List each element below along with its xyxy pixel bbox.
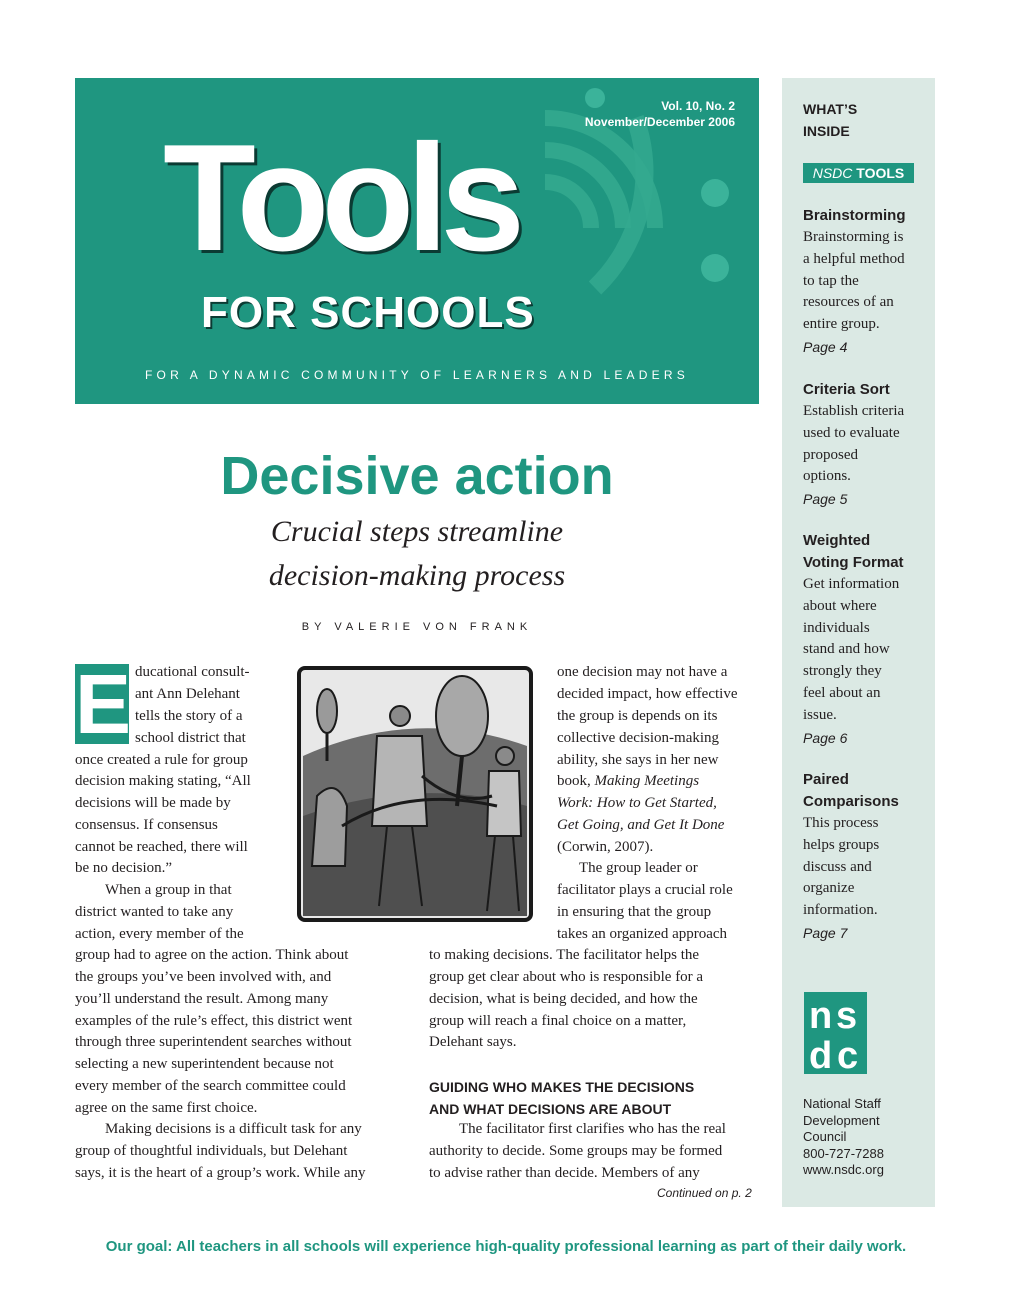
sidebar-item-desc: Establish criteria [803,403,905,419]
org-line: National Staff [803,1096,881,1111]
sidebar-item-desc: information. [803,902,878,919]
article-text-line: once created a rule for group [75,752,248,768]
sidebar-item-desc: to tap the [803,272,859,289]
article-text-line: you’ll understand the result. Among many [75,991,329,1007]
sidebar-item-title: Comparisons [803,793,899,810]
article-text-line: school district that [135,730,246,746]
article-text-line: one decision may not have a [557,664,728,680]
article-text-line: group had to agree on the action. Think about [75,947,349,963]
article-text-line: group will reach a final choice on a matter, [429,1013,687,1029]
badge-bold-text: TOOLS [856,165,905,181]
badge-italic-text: NSDC [812,165,853,181]
sidebar-item-title: Voting Format [803,554,904,571]
article-text-line: to advise rather than decide. Members of any [429,1165,700,1181]
article-text-line: takes an organized approach [557,926,728,942]
org-phone: 800-727-7288 [803,1145,884,1161]
sidebar-item-desc: about where [803,597,877,614]
sidebar-item-desc: resources of an [803,294,894,311]
article-text-line: cannot be reached, there will [75,839,248,855]
sidebar-item-weighted-voting[interactable] [803,530,929,749]
sidebar-item-criteria-sort[interactable] [803,379,929,510]
issue-info [585,98,735,130]
sidebar-item-desc: strongly they [803,663,882,680]
nsdc-tools-badge [803,163,914,183]
article-text-line: Delehant says. [429,1034,517,1050]
article-text-line: selecting a new superintendent because not [75,1056,334,1072]
sidebar-heading-line: WHAT’S [803,101,858,117]
article-text-line: When a group in that [105,882,232,898]
volume-number: Vol. 10, No. 2 [661,99,735,113]
article-text-line: through three superintendent searches without [75,1034,352,1050]
sidebar-item-desc: discuss and [803,858,872,875]
sidebar-item-desc: issue. [803,706,837,723]
organization-info [803,1096,884,1179]
sidebar-item-desc: used to evaluate [803,424,900,441]
sidebar-item-desc: feel about an [803,684,881,701]
logo-letter-c: c [837,1035,859,1074]
article-text-line: district wanted to take any [75,904,234,920]
sidebar-item-desc: Brainstorming is [803,229,904,245]
logo-letter-n: n [809,995,833,1037]
article-text-span: book, [557,773,595,789]
article-text-line: be no decision.” [75,860,173,876]
sidebar-item-brainstorming[interactable] [803,205,929,358]
section-subhead [429,1076,694,1120]
sidebar-item-title: Criteria Sort [803,381,890,398]
sidebar-item-desc: individuals [803,619,870,636]
sidebar-heading-line: INSIDE [803,123,850,139]
sidebar-heading [803,98,857,142]
sidebar-item-desc: entire group. [803,316,880,333]
newsletter-tagline: FOR A DYNAMIC COMMUNITY OF LEARNERS AND LEADERS [145,368,689,382]
sidebar-item-desc: proposed [803,446,858,463]
article-text-line: Making decisions is a difficult task for any [105,1121,362,1137]
sidebar-item-desc: organize [803,880,855,897]
sidebar-item-desc: a helpful method [803,250,905,267]
book-title-line: Get Going, and Get It Done [557,817,725,833]
sidebar-item-desc: Get information [803,576,900,592]
goal-statement: Our goal: All teachers in all schools will experience high-quality professional learning as part of their daily work. [105,1238,907,1255]
sidebar-item-desc: stand and how [803,641,890,658]
article-text-line: agree on the same first choice. [75,1100,258,1116]
article-text-line: ability, she says in her new [557,752,719,768]
article-text-line: decision making stating, “All [75,773,251,789]
article-text-line: group get clear about who is responsible for a [429,969,704,985]
article-text-line: examples of the rule’s effect, this district went [75,1013,353,1029]
drop-cap: E [75,657,132,751]
sidebar-item-title: Weighted [803,532,871,549]
article-text-line: collective decision-making [557,730,720,746]
article-text-line: tells the story of a [135,708,243,724]
book-title: Making Meetings [594,773,700,789]
sidebar-item-desc: helps groups [803,836,880,853]
article-text-line: decisions will be made by [75,795,231,811]
whats-inside-sidebar [782,78,935,1207]
article-text-line: in ensuring that the group [557,904,712,920]
article-text-line: to making decisions. The facilitator helps the [429,947,700,963]
sidebar-item-desc: options. [803,468,851,485]
subhead-line: GUIDING WHO MAKES THE DECISIONS [429,1079,695,1095]
article-text-line: authority to decide. Some groups may be formed [429,1143,723,1159]
article-byline: BY VALERIE VON FRANK [301,621,533,633]
sidebar-item-title: Brainstorming [803,207,906,224]
newsletter-title: Tools [163,113,518,283]
continued-link[interactable]: Continued on p. 2 [657,1186,752,1200]
newsletter-subtitle: FOR SCHOOLS [201,288,535,337]
masthead-banner [75,78,759,404]
article-text-line: consensus. If consensus [75,817,218,833]
article-text-line: The facilitator first clarifies who has the real [459,1121,726,1137]
article-illustration [297,666,533,922]
logo-letter-s: s [836,995,858,1037]
sidebar-item-desc: This process [803,815,879,831]
article-text-line: (Corwin, 2007). [557,839,654,855]
deck-line: Crucial steps streamline [270,515,564,548]
article-text-line: the group is depends on its [557,708,718,724]
article-text-line: every member of the search committee could [75,1078,346,1094]
org-line: Development [803,1112,880,1128]
org-line: Council [803,1129,847,1144]
sidebar-item-page: Page 4 [803,338,848,355]
article-text-line: group of thoughtful individuals, but Delehant [75,1143,348,1159]
article-text-line: ant Ann Delehant [135,686,240,702]
article-text-line: decision, what is being decided, and how the [429,991,698,1007]
article-text-line: facilitator plays a crucial role [557,882,733,898]
article-text-line: The group leader or [579,860,698,876]
article-text-line: action, every member of the [75,926,244,942]
article-text-line: says, it is the heart of a group’s work. While any [75,1165,366,1181]
sidebar-item-paired-comparisons[interactable] [803,769,929,944]
sidebar-item-page: Page 5 [803,491,848,508]
article-text-line: ducational consult- [135,664,250,680]
subhead-line: AND WHAT DECISIONS ARE ABOUT [429,1101,672,1117]
sidebar-item-page: Page 7 [803,924,848,941]
article-deck [75,510,759,598]
article-text-line: the groups you’ve been involved with, and [75,969,332,985]
org-website[interactable]: www.nsdc.org [803,1162,884,1177]
deck-line: decision-making process [268,559,566,592]
issue-date: November/December 2006 [584,115,735,129]
sidebar-item-page: Page 6 [803,729,848,746]
article-text-line: decided impact, how effective [557,686,738,702]
article-text-line [557,771,699,793]
article-headline: Decisive action [220,446,614,506]
book-title-line: Work: How to Get Started, [557,795,717,811]
logo-letter-d: d [809,1035,833,1074]
nsdc-logo [804,992,867,1074]
sidebar-item-title: Paired [803,771,849,788]
